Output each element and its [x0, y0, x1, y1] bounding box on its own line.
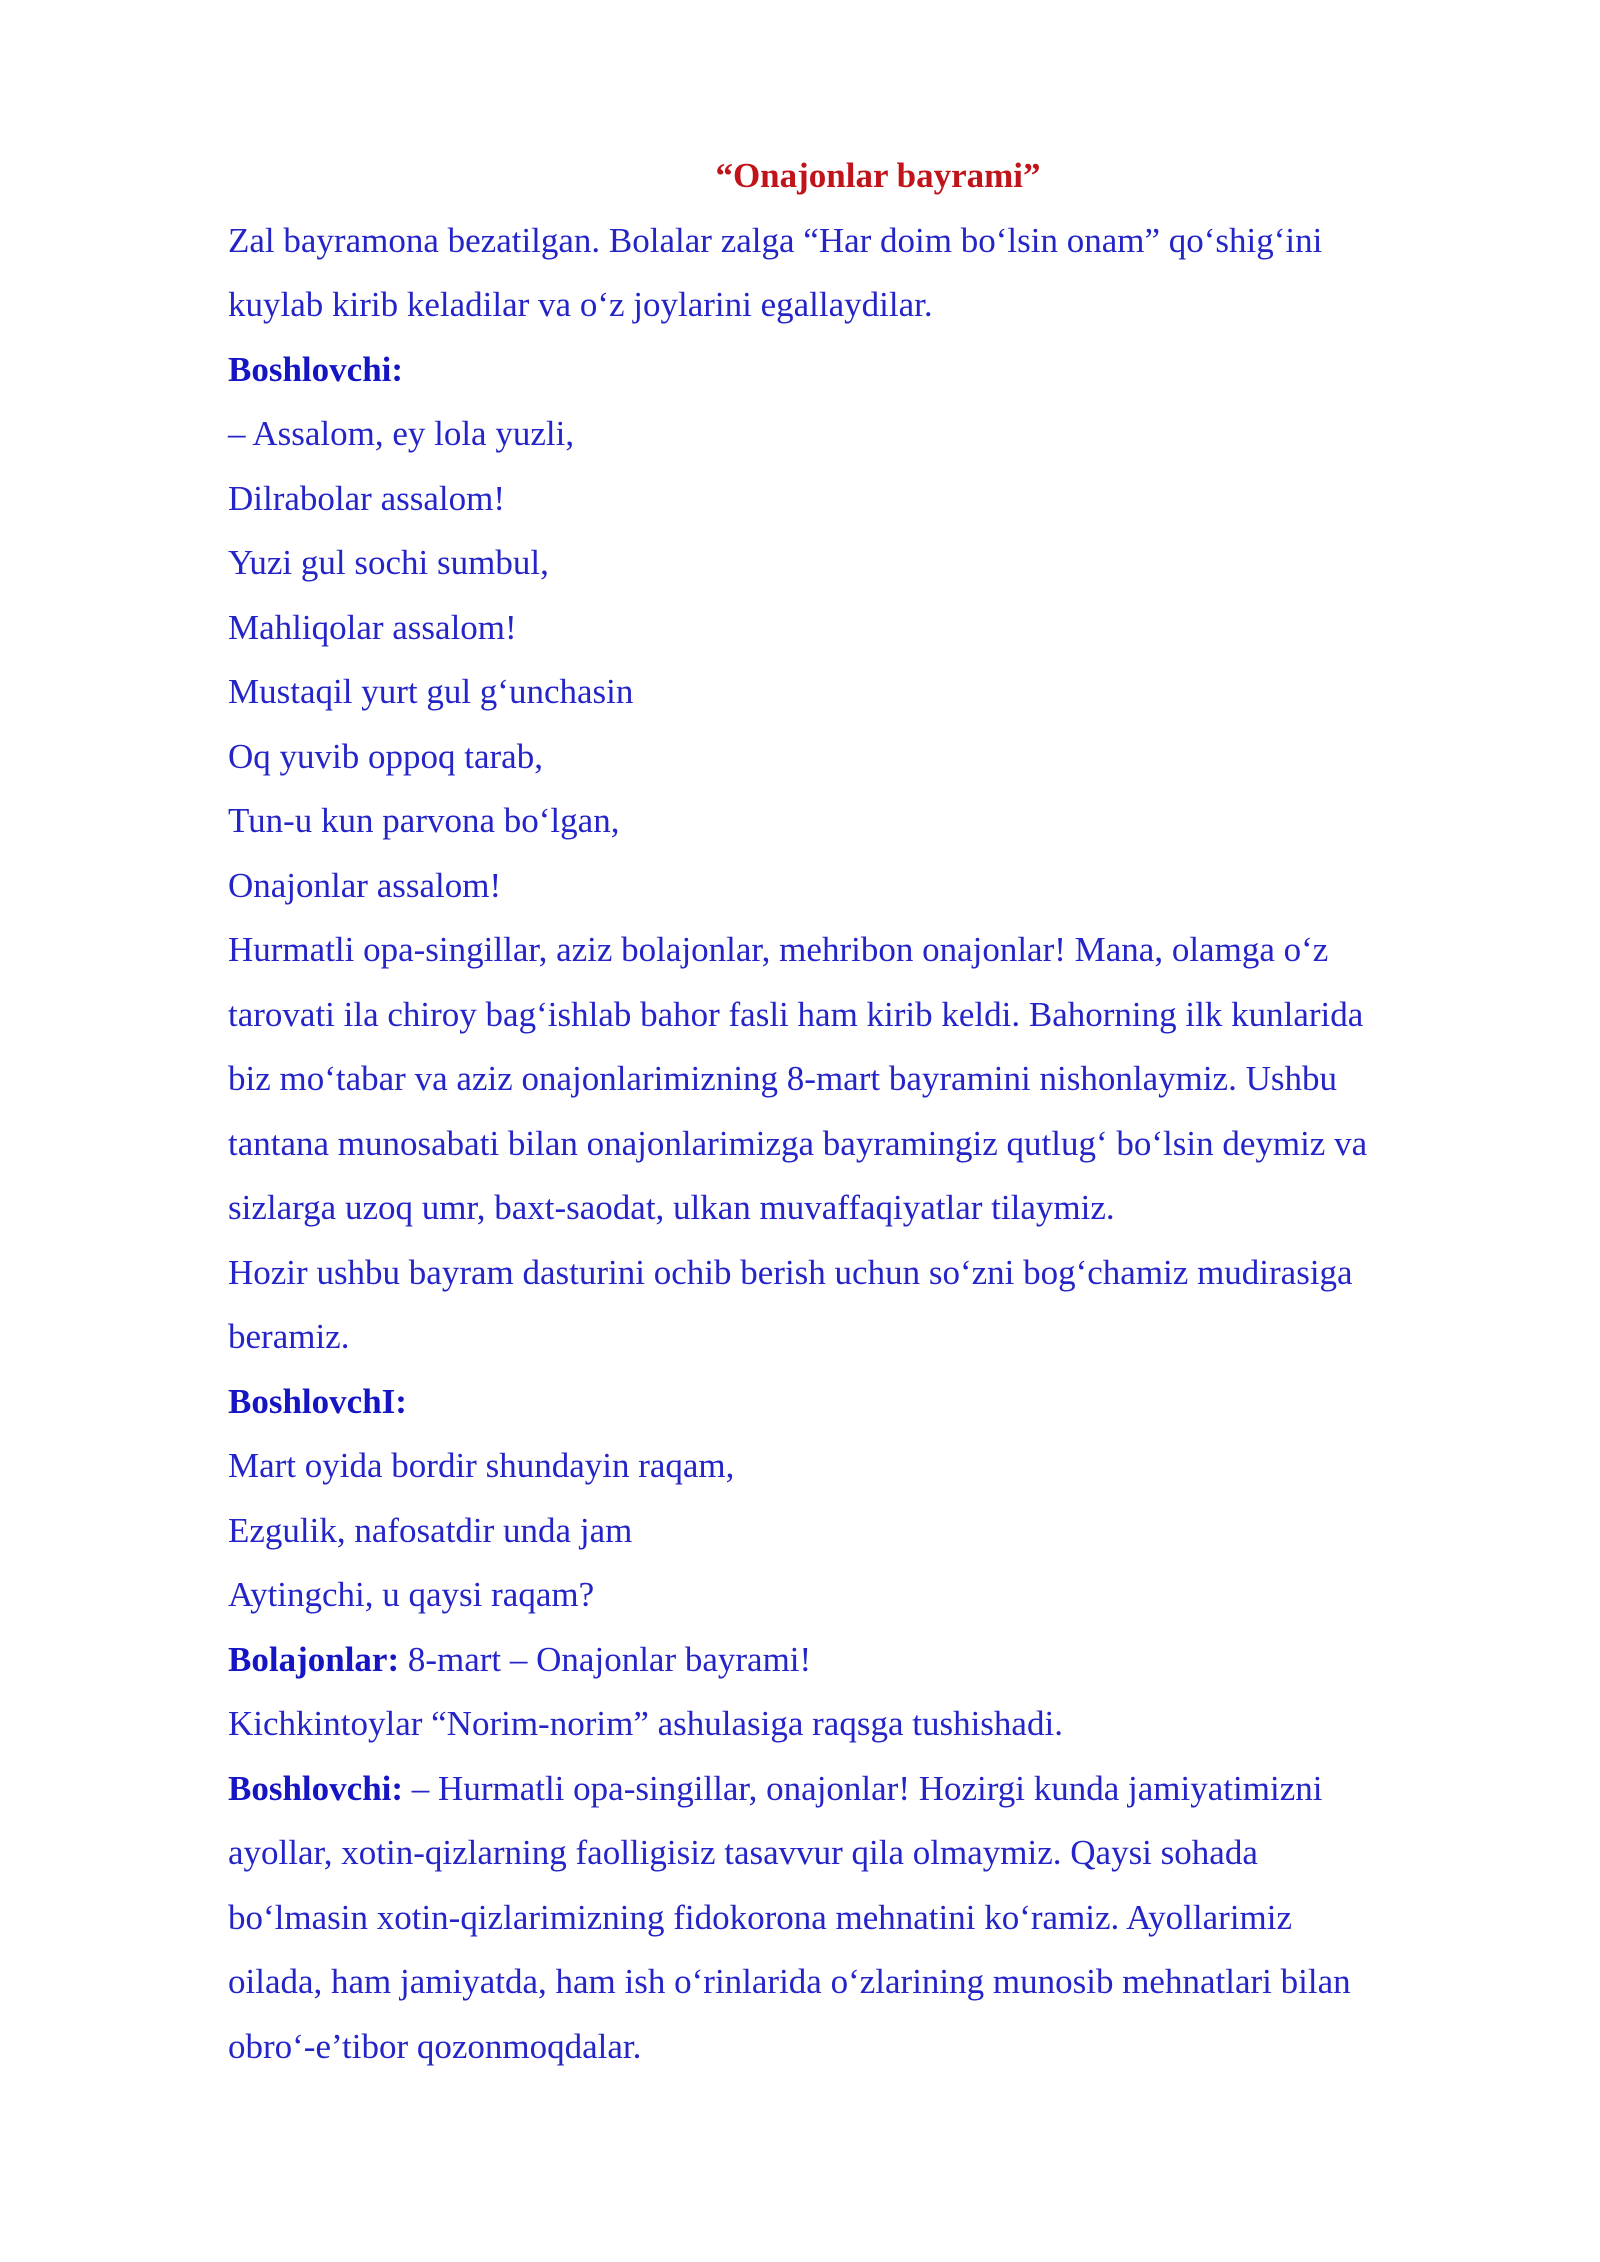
line-text: Onajonlar assalom! — [228, 865, 502, 905]
text-line — [228, 402, 1468, 467]
line-text: oilada, ham jamiyatda, ham ish o‘rinlarida o‘zlarining munosib mehnatlari bilan — [228, 1962, 1351, 2001]
text-line — [228, 983, 1468, 1048]
text-line — [228, 1950, 1468, 2015]
line-text: Mahliqolar assalom! — [228, 607, 517, 647]
text-line — [228, 725, 1468, 790]
text-line — [228, 596, 1468, 661]
text-line — [228, 273, 1468, 338]
text-line — [228, 1628, 1468, 1693]
document-page — [228, 144, 1468, 2079]
line-text: Zal bayramona bezatilgan. Bolalar zalga “Har doim bo‘lsin onam” qo‘shig‘ini — [228, 220, 1323, 260]
text-line — [228, 1434, 1468, 1499]
speaker-label: BoshlovchI: — [228, 1381, 407, 1421]
text-line — [228, 1112, 1468, 1177]
text-line — [228, 467, 1468, 532]
line-text: bo‘lmasin xotin-qizlarimizning fidokorona mehnatini ko‘ramiz. Ayollarimiz — [228, 1897, 1293, 1937]
line-text: Mart oyida bordir shundayin raqam, — [228, 1446, 735, 1485]
text-line — [228, 531, 1468, 596]
text-line — [228, 1176, 1468, 1241]
text-line — [228, 854, 1468, 919]
line-text: ayollar, xotin-qizlarning faolligisiz tasavvur qila olmaymiz. Qaysi sohada — [228, 1833, 1258, 1872]
text-line — [228, 1692, 1468, 1757]
text-line — [228, 1886, 1468, 1951]
line-text: Kichkintoylar “Norim-norim” ashulasiga raqsga tushishadi. — [228, 1704, 1063, 1743]
text-line — [228, 1305, 1468, 1370]
line-text: Hurmatli opa-singillar, aziz bolajonlar, mehribon onajonlar! Mana, olamga o‘z — [228, 930, 1329, 969]
line-text: obro‘-e’tibor qozonmoqdalar. — [228, 2026, 642, 2066]
text-line — [228, 660, 1468, 725]
document-body — [228, 209, 1468, 2080]
speaker-label: Bolajonlar: — [228, 1639, 400, 1679]
text-line — [228, 1563, 1468, 1628]
text-line — [228, 918, 1468, 983]
speaker-label: Boshlovchi: — [228, 349, 404, 389]
text-line — [228, 1047, 1468, 1112]
line-text: 8-mart – Onajonlar bayrami! — [399, 1639, 812, 1679]
line-text: biz mo‘tabar va aziz onajonlarimizning 8-mart bayramini nishonlaymiz. Ushbu — [228, 1059, 1337, 1098]
text-line — [228, 1821, 1468, 1886]
line-text: Aytingchi, u qaysi raqam? — [228, 1575, 595, 1614]
line-text: – Hurmatli opa-singillar, onajonlar! Hozirgi kunda jamiyatimizni — [403, 1768, 1323, 1808]
text-line — [228, 789, 1468, 854]
document-title: “Onajonlar bayrami” — [715, 156, 1041, 195]
text-line — [228, 1370, 1468, 1435]
line-text: tarovati ila chiroy bag‘ishlab bahor fasli ham kirib keldi. Bahorning ilk kunlarida — [228, 994, 1364, 1034]
line-text: Tun-u kun parvona bo‘lgan, — [228, 801, 620, 840]
text-line — [228, 338, 1468, 403]
speaker-label: Boshlovchi: — [228, 1768, 404, 1808]
line-text: tantana munosabati bilan onajonlarimizga bayramingiz qutlug‘ bo‘lsin deymiz va — [228, 1123, 1368, 1163]
text-line — [228, 1241, 1468, 1306]
line-text: beramiz. — [228, 1317, 350, 1356]
text-line — [228, 1757, 1468, 1822]
line-text: Oq yuvib oppoq tarab, — [228, 736, 543, 776]
line-text: kuylab kirib keladilar va o‘z joylarini egallaydilar. — [228, 285, 933, 324]
line-text: Hozir ushbu bayram dasturini ochib berish uchun so‘zni bog‘chamiz mudirasiga — [228, 1252, 1353, 1292]
line-text: sizlarga uzoq umr, baxt-saodat, ulkan muvaffaqiyatlar tilaymiz. — [228, 1188, 1115, 1227]
text-line — [228, 2015, 1468, 2080]
text-line — [228, 209, 1468, 274]
text-line — [228, 1499, 1468, 1564]
line-text: – Assalom, ey lola yuzli, — [228, 414, 575, 453]
line-text: Ezgulik, nafosatdir unda jam — [228, 1510, 633, 1550]
line-text: Yuzi gul sochi sumbul, — [228, 543, 549, 582]
line-text: Mustaqil yurt gul g‘unchasin — [228, 672, 634, 711]
line-text: Dilrabolar assalom! — [228, 478, 505, 518]
